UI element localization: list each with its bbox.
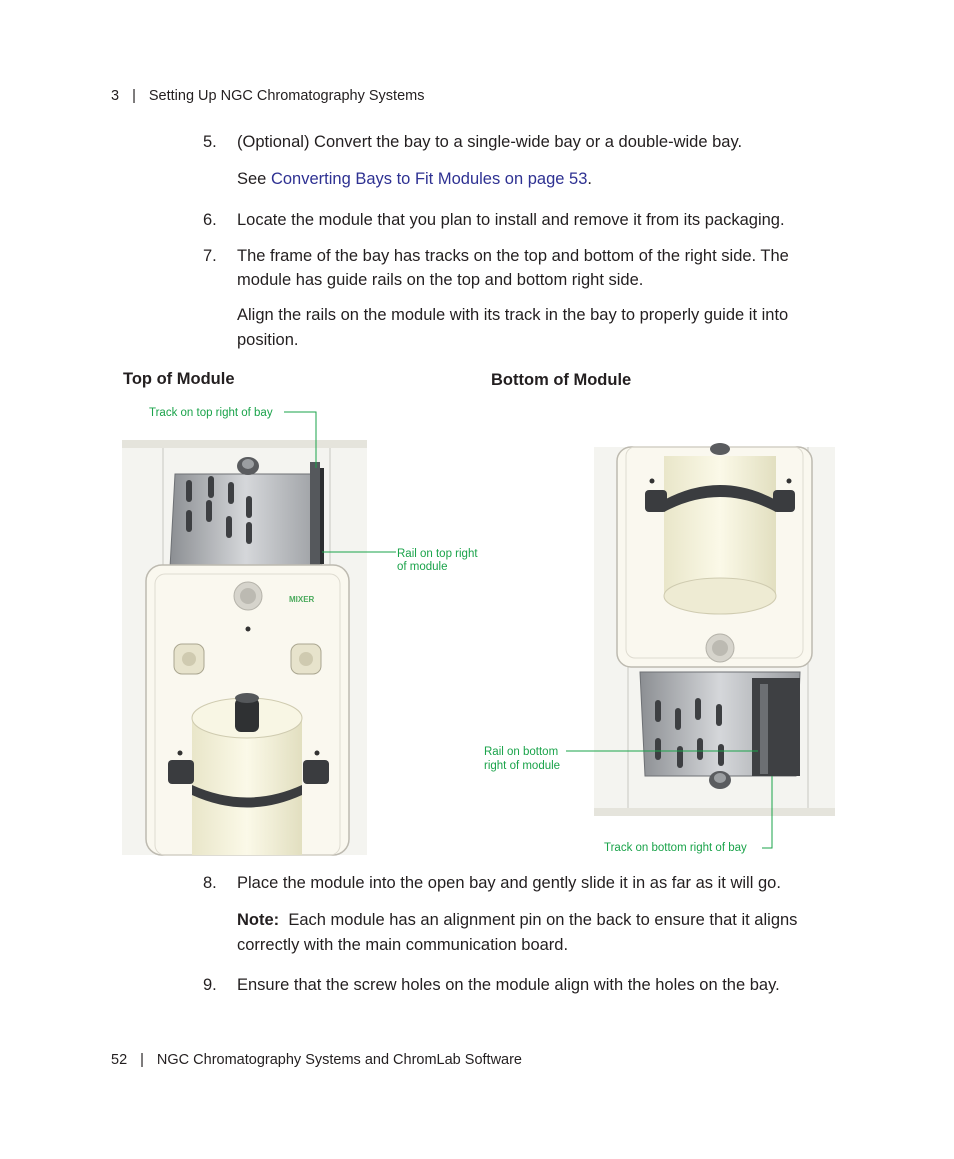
callout-track-bottom-text: Track on bottom right of bay [604,842,747,854]
top-of-module-illustration [122,440,367,855]
header-separator: | [132,88,136,104]
step-number: 8. [203,874,217,892]
running-footer [111,1052,522,1068]
step-number: 9. [203,976,217,994]
callout-rail-bottom-line1: Rail on bottom [484,746,559,758]
see-prefix: See [237,170,271,188]
cross-reference-link[interactable]: Converting Bays to Fit Modules on page 53 [270,170,588,188]
figure-title-top: Top of Module [123,370,235,388]
module-installation-figure [0,395,954,865]
step-text: The frame of the bay has tracks on the top and bottom of the right side. The module has guide rails on the top and bottom right side. [237,247,789,289]
book-title: NGC Chromatography Systems and ChromLab Software [156,1052,522,1068]
callout-rail-top-line1: Rail on top right [397,548,478,560]
figure-title-bottom: Bottom of Module [491,371,632,389]
step-text: Place the module into the open bay and gently slide it in as far as it will go. [237,874,781,892]
step-number: 7. [203,247,217,265]
bottom-of-module-illustration [594,443,835,816]
see-reference [237,167,827,192]
step-text: Locate the module that you plan to install and remove it from its packaging. [237,211,785,229]
note-text: Each module has an alignment pin on the back to ensure that it aligns correctly with the main communication board. [237,911,798,954]
callout-rail-top-line2: of module [397,561,448,573]
chapter-number: 3 [111,88,120,104]
page-number: 52 [111,1052,128,1068]
see-suffix: . [587,170,592,188]
note-label: Note: [237,911,280,929]
step-text: Ensure that the screw holes on the module align with the holes on the bay. [237,976,780,994]
running-header [111,88,424,104]
step-text: (Optional) Convert the bay to a single-wide bay or a double-wide bay. [237,133,743,151]
callout-track-top-text: Track on top right of bay [149,407,273,419]
note [237,908,827,958]
step-number: 5. [203,133,217,151]
chapter-title: Setting Up NGC Chromatography Systems [148,88,425,104]
step-7-detail: Align the rails on the module with its track in the bay to properly guide it into position. [237,306,789,349]
callout-rail-bottom-line2: right of module [484,760,561,772]
step-number: 6. [203,211,217,229]
footer-separator: | [140,1052,144,1068]
module-label-mixer: MIXER [289,595,315,604]
